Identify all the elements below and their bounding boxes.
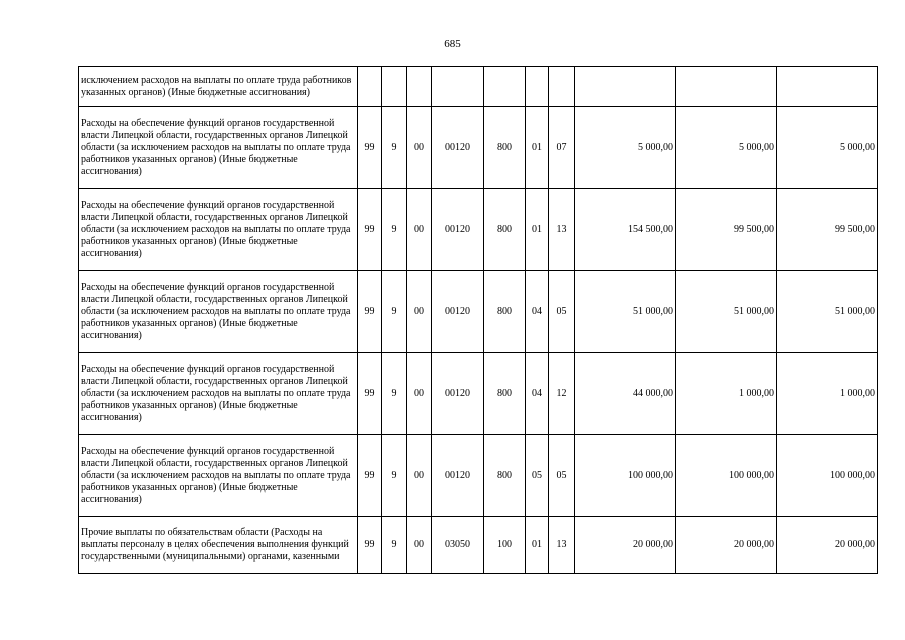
amount-year-1-cell: 154 500,00 — [575, 189, 676, 271]
table-row — [79, 67, 878, 107]
table-row — [79, 107, 878, 189]
amount-year-3-cell: 100 000,00 — [777, 435, 878, 517]
amount-year-2-cell: 20 000,00 — [676, 517, 777, 574]
program-code-cell: 99 — [358, 189, 382, 271]
expense-type-cell: 100 — [484, 517, 526, 574]
direction-code-cell: 00120 — [432, 271, 484, 353]
amount-year-2-cell: 1 000,00 — [676, 353, 777, 435]
expense-type-cell: 800 — [484, 271, 526, 353]
row-description: Расходы на обеспечение функций органов государственной власти Липецкой области, государственных органов Липецкой области (за исключением расходов на выплаты по оплате труда работников указанных органов) (Иные бюджетные ассигнования) — [79, 189, 358, 271]
expense-type-cell: 800 — [484, 353, 526, 435]
expense-type-cell: 800 — [484, 189, 526, 271]
section-code-cell: 04 — [526, 353, 549, 435]
subprogram-code-cell: 9 — [382, 107, 407, 189]
main-event-code-cell: 00 — [407, 271, 432, 353]
subprogram-code-cell: 9 — [382, 189, 407, 271]
subprogram-code-cell: 9 — [382, 353, 407, 435]
budget-table — [78, 66, 878, 574]
section-code-cell: 04 — [526, 271, 549, 353]
program-code-cell: 99 — [358, 107, 382, 189]
subsection-code-cell: 13 — [549, 517, 575, 574]
program-code-cell: 99 — [358, 435, 382, 517]
amount-year-1-cell: 100 000,00 — [575, 435, 676, 517]
amount-year-2-cell — [676, 67, 777, 107]
amount-year-1-cell: 44 000,00 — [575, 353, 676, 435]
row-description: исключением расходов на выплаты по оплате труда работников указанных органов) (Иные бюджетные ассигнования) — [79, 67, 358, 107]
subsection-code-cell: 05 — [549, 435, 575, 517]
subprogram-code-cell: 9 — [382, 517, 407, 574]
amount-year-3-cell: 51 000,00 — [777, 271, 878, 353]
program-code-cell: 99 — [358, 353, 382, 435]
amount-year-1-cell: 20 000,00 — [575, 517, 676, 574]
section-code-cell: 01 — [526, 517, 549, 574]
main-event-code-cell — [407, 67, 432, 107]
subprogram-code-cell — [382, 67, 407, 107]
table-row — [79, 517, 878, 574]
amount-year-3-cell — [777, 67, 878, 107]
amount-year-1-cell: 5 000,00 — [575, 107, 676, 189]
direction-code-cell: 03050 — [432, 517, 484, 574]
amount-year-1-cell: 51 000,00 — [575, 271, 676, 353]
main-event-code-cell: 00 — [407, 435, 432, 517]
section-code-cell — [526, 67, 549, 107]
expense-type-cell: 800 — [484, 107, 526, 189]
section-code-cell: 01 — [526, 189, 549, 271]
program-code-cell: 99 — [358, 271, 382, 353]
table-row — [79, 189, 878, 271]
amount-year-2-cell: 5 000,00 — [676, 107, 777, 189]
row-description: Расходы на обеспечение функций органов государственной власти Липецкой области, государственных органов Липецкой области (за исключением расходов на выплаты по оплате труда работников указанных органов) (Иные бюджетные ассигнования) — [79, 271, 358, 353]
amount-year-3-cell: 99 500,00 — [777, 189, 878, 271]
amount-year-3-cell: 1 000,00 — [777, 353, 878, 435]
direction-code-cell: 00120 — [432, 435, 484, 517]
amount-year-2-cell: 100 000,00 — [676, 435, 777, 517]
row-description: Расходы на обеспечение функций органов государственной власти Липецкой области, государственных органов Липецкой области (за исключением расходов на выплаты по оплате труда работников указанных органов) (Иные бюджетные ассигнования) — [79, 107, 358, 189]
amount-year-2-cell: 51 000,00 — [676, 271, 777, 353]
table-row — [79, 353, 878, 435]
row-description: Расходы на обеспечение функций органов государственной власти Липецкой области, государственных органов Липецкой области (за исключением расходов на выплаты по оплате труда работников указанных органов) (Иные бюджетные ассигнования) — [79, 353, 358, 435]
main-event-code-cell: 00 — [407, 353, 432, 435]
amount-year-1-cell — [575, 67, 676, 107]
amount-year-3-cell: 20 000,00 — [777, 517, 878, 574]
row-description: Расходы на обеспечение функций органов государственной власти Липецкой области, государственных органов Липецкой области (за исключением расходов на выплаты по оплате труда работников указанных органов) (Иные бюджетные ассигнования) — [79, 435, 358, 517]
expense-type-cell: 800 — [484, 435, 526, 517]
main-event-code-cell: 00 — [407, 189, 432, 271]
section-code-cell: 01 — [526, 107, 549, 189]
program-code-cell: 99 — [358, 517, 382, 574]
amount-year-2-cell: 99 500,00 — [676, 189, 777, 271]
table-row — [79, 435, 878, 517]
table-row — [79, 271, 878, 353]
direction-code-cell — [432, 67, 484, 107]
direction-code-cell: 00120 — [432, 189, 484, 271]
section-code-cell: 05 — [526, 435, 549, 517]
subprogram-code-cell: 9 — [382, 435, 407, 517]
subsection-code-cell — [549, 67, 575, 107]
program-code-cell — [358, 67, 382, 107]
page-number: 685 — [444, 38, 461, 50]
row-description: Прочие выплаты по обязательствам области (Расходы на выплаты персоналу в целях обеспечения выполнения функций государственными (муниципальными) органами, казенными — [79, 517, 358, 574]
subsection-code-cell: 13 — [549, 189, 575, 271]
main-event-code-cell: 00 — [407, 517, 432, 574]
direction-code-cell: 00120 — [432, 353, 484, 435]
subsection-code-cell: 05 — [549, 271, 575, 353]
subsection-code-cell: 12 — [549, 353, 575, 435]
expense-type-cell — [484, 67, 526, 107]
amount-year-3-cell: 5 000,00 — [777, 107, 878, 189]
main-event-code-cell: 00 — [407, 107, 432, 189]
subprogram-code-cell: 9 — [382, 271, 407, 353]
direction-code-cell: 00120 — [432, 107, 484, 189]
subsection-code-cell: 07 — [549, 107, 575, 189]
